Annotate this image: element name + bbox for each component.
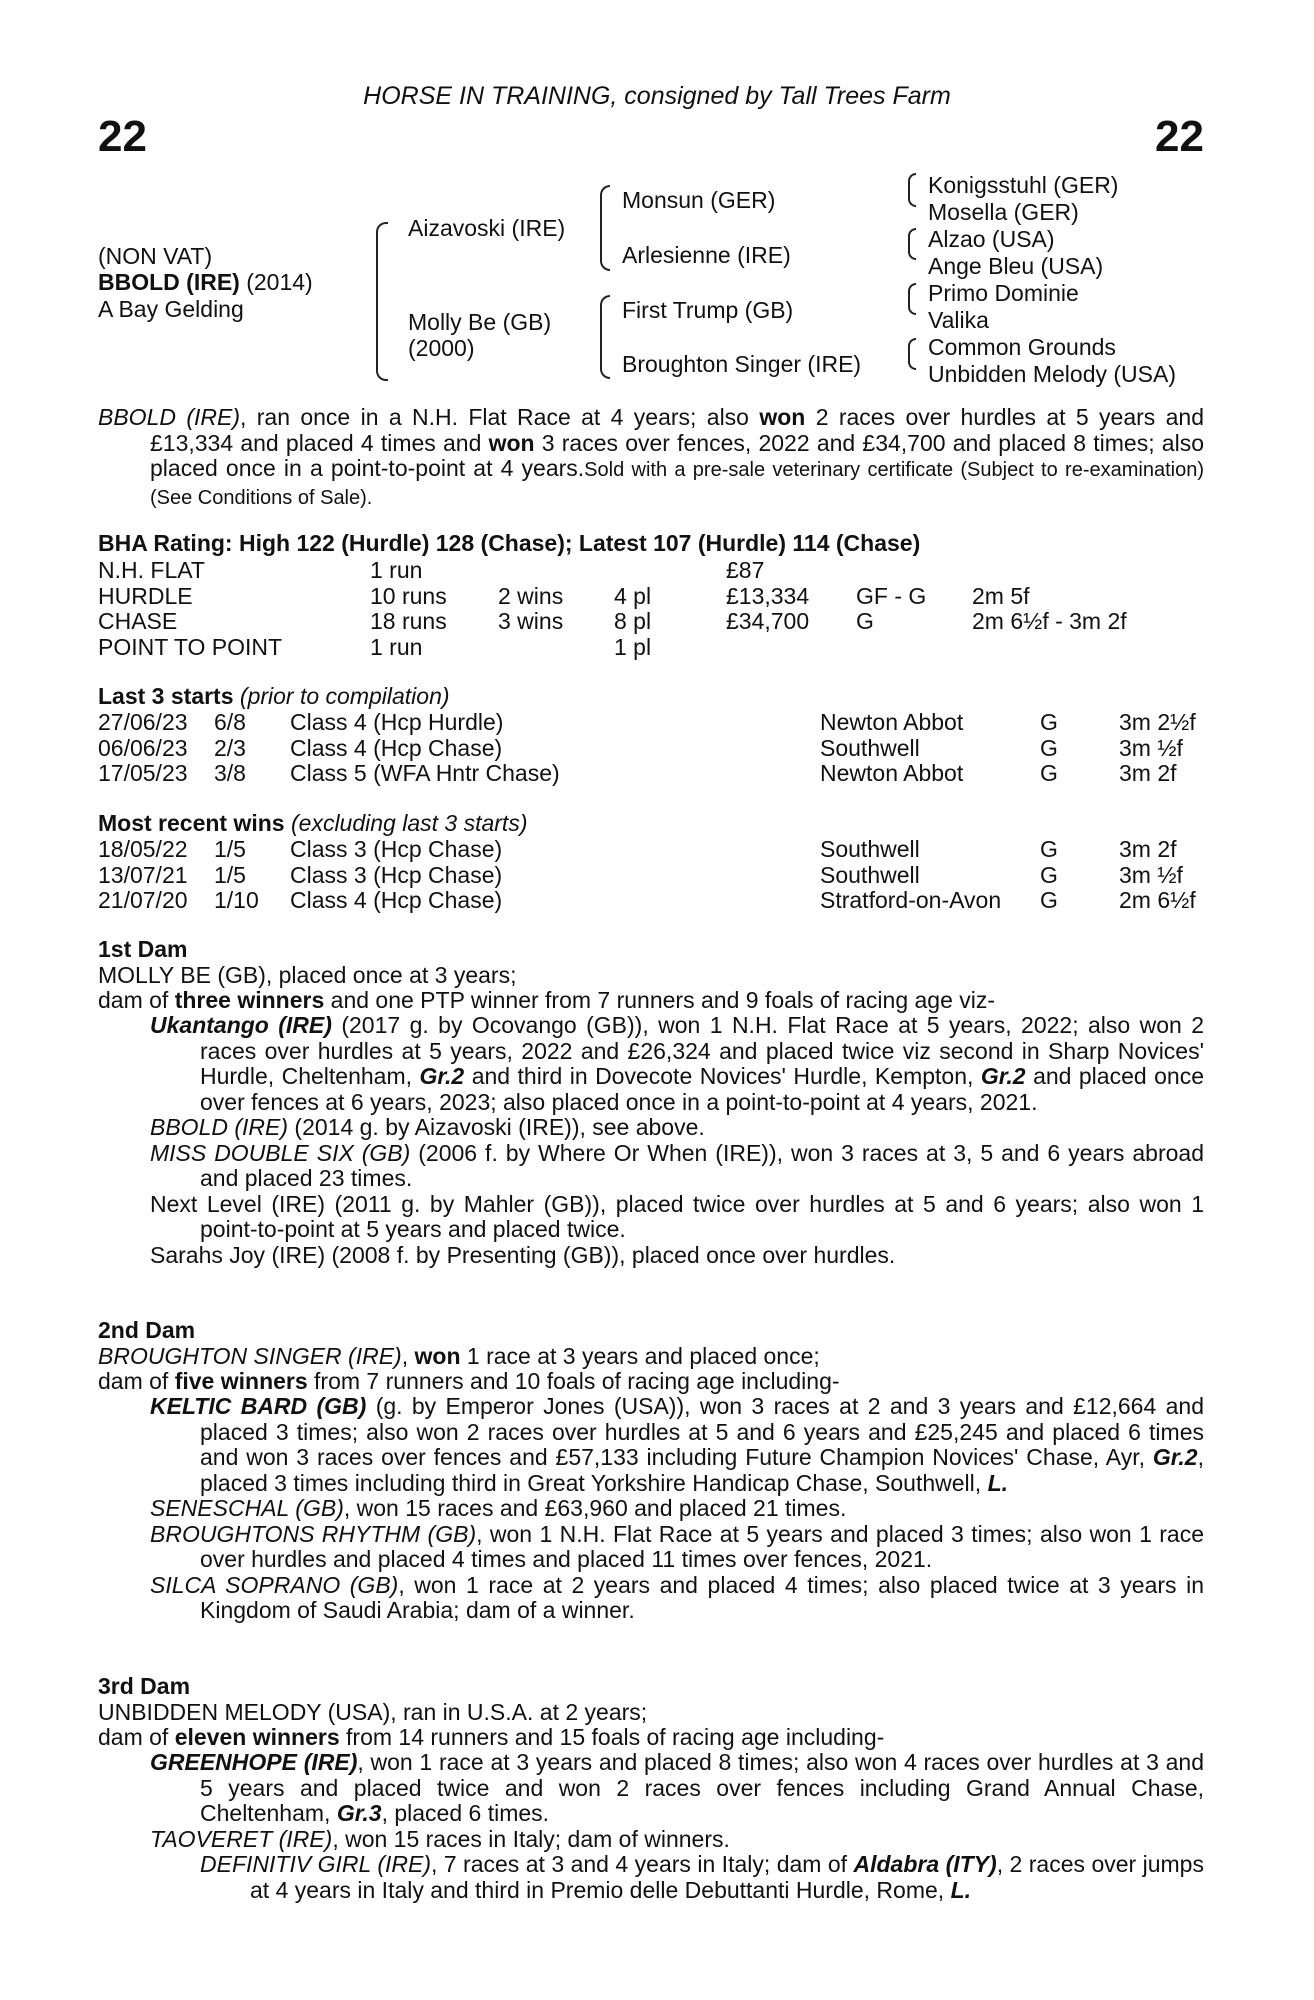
- recent-win-going: G: [1040, 861, 1058, 888]
- recent-win-date: 18/05/22: [98, 836, 188, 862]
- sale-note: Sold with a pre-sale veterinary certificate (Subject to re-examination) (See Conditions of Sale).: [150, 459, 1204, 509]
- first-dam-offspring-list: [150, 1013, 1204, 1268]
- dam-sire-dam: Valika: [928, 307, 989, 333]
- horse-year: (2014): [246, 269, 313, 295]
- dam-year: (2000): [408, 335, 475, 361]
- horse-title: [98, 269, 313, 296]
- offspring-entry: TAOVERET (IRE), won 15 races in Italy; dam of winners.: [150, 1825, 730, 1852]
- second-dam-line: BROUGHTON SINGER (IRE), won 1 race at 3 years and placed once;: [98, 1343, 820, 1369]
- first-dam-line: MOLLY BE (GB), placed once at 3 years;: [98, 962, 517, 988]
- last-start-going: G: [1040, 734, 1058, 761]
- third-dam-produce: dam of eleven winners from 14 runners and 15 foals of racing age including-: [98, 1724, 885, 1750]
- record-pl: 1 pl: [614, 633, 652, 660]
- record-type: N.H. FLAT: [98, 557, 205, 583]
- dam-dam-dam: Unbidden Melody (USA): [928, 361, 1177, 387]
- recent-win-pos: 1/5: [214, 836, 246, 862]
- second-dam-heading: 2nd Dam: [98, 1317, 196, 1343]
- dam: Molly Be (GB): [408, 309, 552, 335]
- pedigree-brace-sire: [600, 185, 610, 271]
- horse-description: A Bay Gelding: [98, 296, 244, 322]
- record-dist: 2m 6½f - 3m 2f: [972, 608, 1127, 634]
- offspring-entry: SENESCHAL (GB), won 15 races and £63,960 and placed 21 times.: [150, 1495, 847, 1521]
- last-start-dist: 3m 2½f: [1119, 709, 1196, 735]
- last-start-going: G: [1040, 709, 1058, 735]
- recent-win-date: 21/07/20: [98, 887, 188, 913]
- offspring-entry: Sarahs Joy (IRE) (2008 f. by Presenting (GB)), placed once over hurdles.: [150, 1241, 896, 1268]
- record-type: HURDLE: [98, 582, 193, 609]
- last-start-pos: 2/3: [214, 734, 246, 761]
- record-pl: 4 pl: [614, 582, 652, 609]
- offspring-entry: Ukantango (IRE) (2017 g. by Ocovango (GB)), won 1 N.H. Flat Race at 5 years, 2022; also won 2 races over hurdles at 5 years, 2022 and £26,324 and placed twice viz second in Sharp Novices' Hurdle, Cheltenham, Gr.2 and third in Dovecote Novices' Hurdle, Kempton, Gr.2 and placed once over fences at 6 years, 2023; also placed once in a point-to-point at 4 years, 2021.: [150, 1012, 1205, 1115]
- pedigree-brace-ss: [908, 173, 916, 207]
- sire-sire: Monsun (GER): [622, 187, 776, 213]
- record-type: CHASE: [98, 608, 178, 634]
- record-runs: 18 runs: [370, 608, 447, 634]
- recent-win-dist: 2m 6½f: [1119, 887, 1196, 913]
- record-money: £13,334: [726, 582, 810, 609]
- last-start-course: Newton Abbot: [820, 709, 964, 735]
- recent-win-pos: 1/5: [214, 861, 246, 888]
- third-dam-offspring-list: [150, 1750, 1204, 1852]
- recent-win-course: Southwell: [820, 836, 920, 862]
- dam-sire-sire: Primo Dominie: [928, 280, 1079, 306]
- recent-wins-heading: Most recent wins (excluding last 3 starts): [98, 810, 528, 836]
- vat-status: (NON VAT): [98, 243, 213, 269]
- last-start-pos: 6/8: [214, 709, 246, 735]
- recent-win-race: Class 3 (Hcp Chase): [290, 861, 503, 888]
- sire-sire-dam: Mosella (GER): [928, 199, 1079, 225]
- recent-win-going: G: [1040, 887, 1058, 913]
- offspring-entry: SILCA SOPRANO (GB), won 1 race at 2 years and placed 4 times; also placed twice at 3 years in Kingdom of Saudi Arabia; dam of a winner.: [150, 1571, 1204, 1623]
- last-start-date: 27/06/23: [98, 709, 188, 735]
- record-money: £34,700: [726, 608, 810, 634]
- offspring-entry: BBOLD (IRE) (2014 g. by Aizavoski (IRE)), see above.: [150, 1114, 705, 1140]
- pedigree-brace-main: [376, 222, 388, 381]
- pedigree-brace-dd: [908, 338, 916, 370]
- record-going: G: [856, 608, 874, 634]
- page-heading: HORSE IN TRAINING, consigned by Tall Trees Farm: [363, 82, 951, 110]
- first-dam-produce: dam of three winners and one PTP winner from 7 runners and 9 foals of racing age viz-: [98, 987, 996, 1013]
- record-runs: 10 runs: [370, 582, 447, 609]
- summary-horse-name: BBOLD (IRE): [98, 404, 240, 430]
- recent-win-course: Southwell: [820, 861, 920, 888]
- last-start-course: Newton Abbot: [820, 760, 964, 786]
- pedigree-brace-dam: [600, 295, 610, 379]
- recent-win-pos: 1/10: [214, 887, 259, 913]
- second-dam-offspring-list: [150, 1394, 1204, 1624]
- last-start-date: 17/05/23: [98, 760, 188, 786]
- race-summary: BBOLD (IRE), ran once in a N.H. Flat Race at 4 years; also won 2 races over hurdles at 5 years and £13,334 and placed 4 times and won 3 races over fences, 2022 and £34,700 and placed 8 times; also placed once in a point-to-point at 4 years.Sold with a pre-sale veterinary certificate (Subject to re-examination) (See Conditions of Sale).: [98, 404, 1205, 509]
- last-start-race: Class 4 (Hcp Hurdle): [290, 709, 504, 735]
- last-start-pos: 3/8: [214, 760, 246, 786]
- pedigree-brace-ds: [908, 283, 916, 315]
- record-runs: 1 run: [370, 633, 423, 660]
- recent-win-race: Class 4 (Hcp Chase): [290, 887, 503, 913]
- recent-win-date: 13/07/21: [98, 861, 188, 888]
- recent-win-dist: 3m ½f: [1119, 861, 1183, 888]
- record-going: GF - G: [856, 582, 927, 609]
- second-dam-produce: dam of five winners from 7 runners and 10 foals of racing age including-: [98, 1368, 840, 1394]
- dam-dam: Broughton Singer (IRE): [622, 351, 862, 377]
- lot-number-right: 22: [1155, 112, 1204, 161]
- third-dam-heading: 3rd Dam: [98, 1673, 191, 1699]
- offspring-entry: MISS DOUBLE SIX (GB) (2006 f. by Where Or When (IRE)), won 3 races at 3, 5 and 6 years abroad and placed 23 times.: [150, 1139, 1204, 1191]
- record-money: £87: [726, 557, 765, 583]
- record-type: POINT TO POINT: [98, 633, 283, 660]
- offspring-entry: DEFINITIV GIRL (IRE), 7 races at 3 and 4 years in Italy; dam of Aldabra (ITY), 2 races over jumps at 4 years in Italy and third in Premio delle Debuttanti Hurdle, Rome, L.: [200, 1851, 1204, 1903]
- last-start-course: Southwell: [820, 734, 920, 761]
- record-wins: 2 wins: [498, 582, 564, 609]
- sire-sire-sire: Konigsstuhl (GER): [928, 172, 1119, 198]
- recent-win-race: Class 3 (Hcp Chase): [290, 836, 503, 862]
- third-dam-line: UNBIDDEN MELODY (USA), ran in U.S.A. at 2 years;: [98, 1699, 648, 1725]
- record-pl: 8 pl: [614, 608, 652, 634]
- last-start-race: Class 4 (Hcp Chase): [290, 734, 503, 761]
- record-dist: 2m 5f: [972, 582, 1030, 609]
- lot-number-left: 22: [98, 112, 147, 161]
- bha-rating: BHA Rating: High 122 (Hurdle) 128 (Chase); Latest 107 (Hurdle) 114 (Chase): [98, 530, 921, 556]
- offspring-entry: KELTIC BARD (GB) (g. by Emperor Jones (USA)), won 3 races at 2 and 3 years and £12,664 and placed 3 times; also won 2 races over hurdles at 5 and 6 years and £25,245 and placed 6 times and won 3 races over fences and £57,133 including Future Champion Novices' Chase, Ayr, Gr.2, placed 3 times including third in Great Yorkshire Handicap Chase, Southwell, L.: [150, 1393, 1204, 1496]
- pedigree-brace-sd: [908, 228, 916, 260]
- sire-dam: Arlesienne (IRE): [622, 242, 791, 268]
- sire: Aizavoski (IRE): [408, 215, 566, 241]
- dam-sire: First Trump (GB): [622, 297, 794, 323]
- recent-win-going: G: [1040, 836, 1058, 862]
- horse-name: BBOLD (IRE): [98, 269, 240, 295]
- last-start-dist: 3m 2f: [1119, 760, 1177, 786]
- last-starts-heading: Last 3 starts (prior to compilation): [98, 683, 450, 709]
- offspring-entry: Next Level (IRE) (2011 g. by Mahler (GB)), placed twice over hurdles at 5 and 6 years; also won 1 point-to-point at 5 years and placed twice.: [150, 1190, 1204, 1242]
- offspring-entry: GREENHOPE (IRE), won 1 race at 3 years and placed 8 times; also won 4 races over hurdles at 3 and 5 years and placed twice and won 2 races over fences including Grand Annual Chase, Cheltenham, Gr.3, placed 6 times.: [150, 1749, 1204, 1826]
- last-start-race: Class 5 (WFA Hntr Chase): [290, 760, 560, 786]
- first-dam-heading: 1st Dam: [98, 936, 188, 962]
- recent-win-course: Stratford-on-Avon: [820, 887, 1002, 913]
- last-start-dist: 3m ½f: [1119, 734, 1183, 761]
- offspring-entry: BROUGHTONS RHYTHM (GB), won 1 N.H. Flat Race at 5 years and placed 3 times; also won 1 race over hurdles and placed 4 times and placed 11 times over fences, 2021.: [150, 1520, 1204, 1572]
- record-wins: 3 wins: [498, 608, 564, 634]
- record-runs: 1 run: [370, 557, 423, 583]
- last-start-going: G: [1040, 760, 1058, 786]
- recent-win-dist: 3m 2f: [1119, 836, 1177, 862]
- dam-dam-sire: Common Grounds: [928, 334, 1116, 360]
- sire-dam-dam: Ange Bleu (USA): [928, 253, 1104, 279]
- last-start-date: 06/06/23: [98, 734, 188, 761]
- third-dam-grand-offspring: [200, 1852, 1204, 1903]
- sire-dam-sire: Alzao (USA): [928, 226, 1055, 252]
